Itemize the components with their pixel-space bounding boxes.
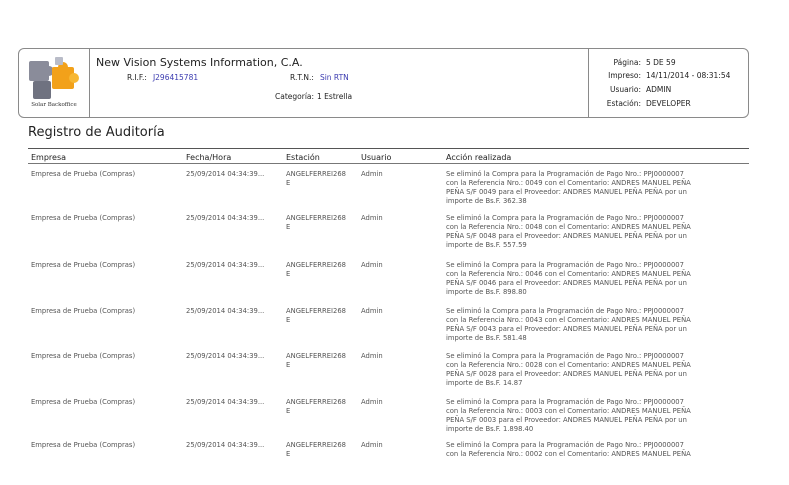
cell-usuario: Admin	[361, 441, 383, 449]
report-meta	[588, 49, 749, 117]
cell-fecha: 25/09/2014 04:34:39...	[186, 307, 265, 315]
estacion-line: E	[286, 450, 291, 458]
estacion-line: ANGELFERREI268	[286, 398, 347, 406]
accion-line: importe de Bs.F. 898.80	[446, 288, 527, 296]
rtn-label: R.T.N.:	[290, 73, 314, 82]
estacion-line: ANGELFERREI268	[286, 261, 347, 269]
header-rule	[28, 148, 749, 149]
cell-empresa: Empresa de Prueba (Compras)	[31, 214, 136, 222]
accion-line: con la Referencia Nro.: 0046 con el Comentario: ANDRES MANUEL PEÑA	[446, 270, 691, 278]
station-label: Estación:	[606, 99, 641, 108]
printed-label: Impreso:	[608, 71, 641, 80]
cell-estacion	[286, 307, 346, 325]
estacion-line: E	[286, 179, 291, 187]
accion-line: Se eliminó la Compra para la Programación de Pago Nro.: PPJ0000007	[446, 307, 684, 315]
accion-line: con la Referencia Nro.: 0049 con el Comentario: ANDRES MANUEL PEÑA	[446, 179, 691, 187]
cell-fecha: 25/09/2014 04:34:39...	[186, 261, 265, 269]
accion-line: con la Referencia Nro.: 0002 con el Comentario: ANDRES MANUEL PEÑA	[446, 450, 691, 458]
user-field	[589, 85, 671, 94]
table-row	[0, 352, 789, 396]
rif-field	[127, 73, 198, 82]
user-label: Usuario:	[609, 85, 641, 94]
accion-line: Se eliminó la Compra para la Programación de Pago Nro.: PPJ0000007	[446, 214, 684, 222]
accion-line: con la Referencia Nro.: 0003 con el Comentario: ANDRES MANUEL PEÑA	[446, 407, 691, 415]
cell-estacion	[286, 352, 346, 370]
cell-usuario: Admin	[361, 261, 383, 269]
cell-fecha: 25/09/2014 04:34:39...	[186, 398, 265, 406]
station-value: DEVELOPER	[646, 99, 691, 108]
table-row	[0, 307, 789, 351]
cell-accion	[446, 214, 746, 250]
cell-empresa: Empresa de Prueba (Compras)	[31, 261, 136, 269]
page-label: Página:	[613, 58, 641, 67]
cell-usuario: Admin	[361, 214, 383, 222]
company-name: New Vision Systems Information, C.A.	[96, 56, 303, 69]
table-row	[0, 214, 789, 258]
page-value: 5 DE 59	[646, 58, 676, 67]
accion-line: importe de Bs.F. 14.87	[446, 379, 523, 387]
cell-fecha: 25/09/2014 04:34:39...	[186, 352, 265, 360]
cell-fecha: 25/09/2014 04:34:39...	[186, 441, 265, 449]
estacion-line: ANGELFERREI268	[286, 441, 347, 449]
company-logo	[19, 49, 90, 117]
estacion-line: E	[286, 407, 291, 415]
cell-empresa: Empresa de Prueba (Compras)	[31, 170, 136, 178]
estacion-line: E	[286, 361, 291, 369]
cell-usuario: Admin	[361, 170, 383, 178]
accion-line: con la Referencia Nro.: 0043 con el Comentario: ANDRES MANUEL PEÑA	[446, 316, 691, 324]
printed-value: 14/11/2014 - 08:31:54	[646, 71, 731, 80]
cell-empresa: Empresa de Prueba (Compras)	[31, 307, 136, 315]
column-header-fecha: Fecha/Hora	[186, 153, 232, 162]
accion-line: PEÑA S/F 0028 para el Proveedor: ANDRES MANUEL PEÑA PEÑA por un	[446, 370, 687, 378]
column-header-usuario: Usuario	[361, 153, 392, 162]
cell-usuario: Admin	[361, 398, 383, 406]
table-row	[0, 441, 789, 485]
estacion-line: E	[286, 223, 291, 231]
accion-line: con la Referencia Nro.: 0048 con el Comentario: ANDRES MANUEL PEÑA	[446, 223, 691, 231]
cell-empresa: Empresa de Prueba (Compras)	[31, 352, 136, 360]
column-header-accion: Acción realizada	[446, 153, 512, 162]
cell-usuario: Admin	[361, 352, 383, 360]
cell-accion	[446, 441, 746, 459]
table-row	[0, 170, 789, 214]
cell-estacion	[286, 398, 346, 416]
cell-accion	[446, 307, 746, 343]
accion-line: Se eliminó la Compra para la Programación de Pago Nro.: PPJ0000007	[446, 261, 684, 269]
table-row	[0, 261, 789, 305]
estacion-line: ANGELFERREI268	[286, 352, 347, 360]
rif-value: J296415781	[152, 73, 199, 82]
cell-estacion	[286, 261, 346, 279]
accion-line: Se eliminó la Compra para la Programación de Pago Nro.: PPJ0000007	[446, 170, 684, 178]
column-header-estacion: Estación	[286, 153, 320, 162]
accion-line: PEÑA S/F 0049 para el Proveedor: ANDRES MANUEL PEÑA PEÑA por un	[446, 188, 687, 196]
cell-accion	[446, 261, 746, 297]
rtn-field	[290, 73, 349, 82]
accion-line: PEÑA S/F 0003 para el Proveedor: ANDRES MANUEL PEÑA PEÑA por un	[446, 416, 687, 424]
cell-accion	[446, 398, 746, 434]
cell-empresa: Empresa de Prueba (Compras)	[31, 398, 136, 406]
cell-empresa: Empresa de Prueba (Compras)	[31, 441, 136, 449]
column-header-empresa: Empresa	[31, 153, 67, 162]
cell-usuario: Admin	[361, 307, 383, 315]
cell-accion	[446, 170, 746, 206]
table-row	[0, 398, 789, 442]
accion-line: importe de Bs.F. 557.59	[446, 241, 527, 249]
estacion-line: ANGELFERREI268	[286, 214, 347, 222]
page-field	[589, 58, 676, 67]
accion-line: importe de Bs.F. 581.48	[446, 334, 527, 342]
accion-line: importe de Bs.F. 362.38	[446, 197, 527, 205]
category-field	[275, 92, 352, 101]
accion-line: PEÑA S/F 0048 para el Proveedor: ANDRES MANUEL PEÑA PEÑA por un	[446, 232, 687, 240]
accion-line: Se eliminó la Compra para la Programación de Pago Nro.: PPJ0000007	[446, 352, 684, 360]
accion-line: importe de Bs.F. 1.898.40	[446, 425, 534, 433]
accion-line: Se eliminó la Compra para la Programación de Pago Nro.: PPJ0000007	[446, 398, 684, 406]
rif-label: R.I.F.:	[127, 73, 147, 82]
estacion-line: ANGELFERREI268	[286, 170, 347, 178]
cell-accion	[446, 352, 746, 388]
report-header	[18, 48, 749, 118]
accion-line: PEÑA S/F 0046 para el Proveedor: ANDRES MANUEL PEÑA PEÑA por un	[446, 279, 687, 287]
header-underline	[28, 163, 749, 164]
cell-fecha: 25/09/2014 04:34:39...	[186, 214, 265, 222]
printed-field	[589, 71, 730, 80]
cell-estacion	[286, 441, 346, 459]
cell-fecha: 25/09/2014 04:34:39...	[186, 170, 265, 178]
user-value: ADMIN	[646, 85, 672, 94]
accion-line: PEÑA S/F 0043 para el Proveedor: ANDRES MANUEL PEÑA PEÑA por un	[446, 325, 687, 333]
rtn-value: Sin RTN	[319, 73, 349, 82]
estacion-line: ANGELFERREI268	[286, 307, 347, 315]
category-value: 1 Estrella	[317, 92, 353, 101]
logo-text: Solar Backoffice	[31, 102, 77, 108]
category-label: Categoría:	[275, 92, 315, 101]
cell-estacion	[286, 214, 346, 232]
estacion-line: E	[286, 316, 291, 324]
report-title: Registro de Auditoría	[28, 125, 165, 140]
cell-estacion	[286, 170, 346, 188]
estacion-line: E	[286, 270, 291, 278]
accion-line: Se eliminó la Compra para la Programación de Pago Nro.: PPJ0000007	[446, 441, 684, 449]
accion-line: con la Referencia Nro.: 0028 con el Comentario: ANDRES MANUEL PEÑA	[446, 361, 691, 369]
station-field	[589, 99, 691, 108]
puzzle-logo-icon	[25, 53, 83, 103]
